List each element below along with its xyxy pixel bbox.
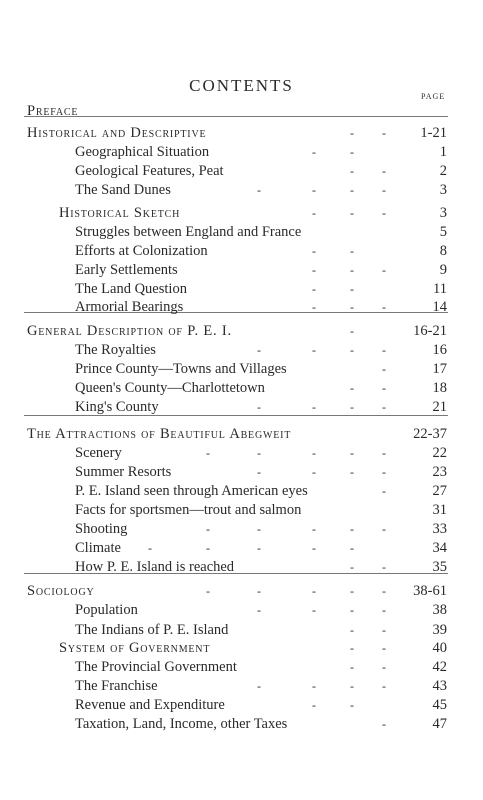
toc-entry-title: Historical Sketch bbox=[59, 205, 181, 221]
leader-dash: - bbox=[382, 164, 386, 178]
toc-entry bbox=[0, 203, 483, 223]
toc-page-number: 34 bbox=[432, 540, 447, 556]
leader-dash: - bbox=[382, 446, 386, 460]
toc-page-number: 22-37 bbox=[413, 426, 447, 442]
toc-entry bbox=[0, 279, 483, 299]
leader-dash: - bbox=[350, 465, 354, 479]
toc-page-number: 27 bbox=[432, 483, 447, 499]
leader-dash: - bbox=[257, 183, 261, 197]
leader-dash: - bbox=[350, 446, 354, 460]
leader-dash: - bbox=[350, 522, 354, 536]
leader-dash: - bbox=[382, 465, 386, 479]
leader-dash: - bbox=[312, 282, 316, 296]
toc-entry-title: System of Government bbox=[59, 640, 211, 656]
toc-entry-title: Taxation, Land, Income, other Taxes bbox=[75, 716, 288, 732]
leader-dash: - bbox=[350, 164, 354, 178]
leader-dash: - bbox=[382, 362, 386, 376]
toc-entry bbox=[0, 657, 483, 677]
toc-page-number: 35 bbox=[432, 559, 447, 575]
leader-dash: - bbox=[350, 145, 354, 159]
leader-dash: - bbox=[382, 603, 386, 617]
page-column-header: PAGE bbox=[421, 92, 446, 101]
leader-dash: - bbox=[257, 584, 261, 598]
toc-page-number: 42 bbox=[432, 659, 447, 675]
leader-dash: - bbox=[382, 300, 386, 314]
toc-page-number: 22 bbox=[432, 445, 447, 461]
leader-dash: - bbox=[312, 698, 316, 712]
leader-dash: - bbox=[312, 465, 316, 479]
toc-entry bbox=[0, 519, 483, 539]
leader-dash: - bbox=[350, 603, 354, 617]
leader-dash: - bbox=[350, 282, 354, 296]
leader-dash: - bbox=[206, 522, 210, 536]
toc-entry-title: Population bbox=[75, 602, 138, 618]
toc-entry bbox=[0, 241, 483, 261]
toc-entry-title: The Royalties bbox=[75, 342, 156, 358]
toc-entry-title: P. E. Island seen through American eyes bbox=[75, 483, 308, 499]
leader-dash: - bbox=[382, 679, 386, 693]
toc-page-number: 43 bbox=[432, 678, 447, 694]
leader-dash: - bbox=[382, 660, 386, 674]
toc-page-number: 14 bbox=[432, 299, 447, 315]
leader-dash: - bbox=[350, 584, 354, 598]
toc-entry bbox=[0, 443, 483, 463]
leader-dash: - bbox=[350, 679, 354, 693]
toc-entry-title: Queen's County—Charlottetown bbox=[75, 380, 265, 396]
leader-dash: - bbox=[257, 522, 261, 536]
toc-entry bbox=[0, 397, 483, 417]
leader-dash: - bbox=[312, 183, 316, 197]
toc-entry bbox=[0, 676, 483, 696]
toc-entry-title: Geographical Situation bbox=[75, 144, 210, 160]
toc-page-number: 3 bbox=[439, 182, 447, 198]
leader-dash: - bbox=[312, 584, 316, 598]
leader-dash: - bbox=[206, 541, 210, 555]
leader-dash: - bbox=[312, 522, 316, 536]
leader-dash: - bbox=[350, 641, 354, 655]
toc-page-number: 23 bbox=[432, 464, 447, 480]
leader-dash: - bbox=[382, 641, 386, 655]
toc-entry-title: Revenue and Expenditure bbox=[75, 697, 225, 713]
toc-page-number: 16-21 bbox=[413, 323, 447, 339]
toc-entry bbox=[0, 101, 483, 121]
toc-entry bbox=[0, 462, 483, 482]
toc-page-number: 5 bbox=[439, 224, 447, 240]
toc-entry bbox=[0, 538, 483, 558]
leader-dash: - bbox=[350, 126, 354, 140]
leader-dash: - bbox=[257, 679, 261, 693]
toc-entry-title: The Provincial Government bbox=[75, 659, 237, 675]
leader-dash: - bbox=[350, 698, 354, 712]
leader-dash: - bbox=[382, 623, 386, 637]
leader-dash: - bbox=[382, 560, 386, 574]
leader-dash: - bbox=[382, 126, 386, 140]
toc-page-number: 38 bbox=[432, 602, 447, 618]
contents-title: CONTENTS bbox=[189, 76, 294, 95]
toc-entry-title: Facts for sportsmen—trout and salmon bbox=[75, 502, 302, 518]
toc-entry-title: The Land Question bbox=[75, 281, 187, 297]
toc-entry-title: The Attractions of Beautiful Abegweit bbox=[27, 426, 292, 442]
leader-dash: - bbox=[350, 343, 354, 357]
toc-page-number: 17 bbox=[432, 361, 447, 377]
toc-page-number: 39 bbox=[432, 622, 447, 638]
toc-entry bbox=[0, 581, 483, 601]
leader-dash: - bbox=[382, 381, 386, 395]
leader-dash: - bbox=[382, 343, 386, 357]
leader-dash: - bbox=[312, 263, 316, 277]
leader-dash: - bbox=[350, 381, 354, 395]
leader-dash: - bbox=[350, 541, 354, 555]
toc-entry bbox=[0, 123, 483, 143]
toc-page-number: 16 bbox=[432, 342, 447, 358]
leader-dash: - bbox=[257, 465, 261, 479]
toc-entry bbox=[0, 340, 483, 360]
toc-entry-title: General Description of P. E. I. bbox=[27, 323, 232, 339]
leader-dash: - bbox=[350, 560, 354, 574]
leader-dash: - bbox=[312, 343, 316, 357]
toc-page-number: 11 bbox=[433, 281, 447, 297]
leader-dash: - bbox=[257, 343, 261, 357]
leader-dash: - bbox=[382, 584, 386, 598]
toc-entry-title: Struggles between England and France bbox=[75, 224, 302, 240]
leader-dash: - bbox=[350, 300, 354, 314]
toc-entry bbox=[0, 714, 483, 734]
toc-entry-title: The Indians of P. E. Island bbox=[75, 622, 229, 638]
leader-dash: - bbox=[257, 400, 261, 414]
toc-entry bbox=[0, 620, 483, 640]
toc-entry-title: How P. E. Island is reached bbox=[75, 559, 235, 575]
toc-page-number: 3 bbox=[439, 205, 447, 221]
leader-dash: - bbox=[312, 400, 316, 414]
toc-entry-title: Geological Features, Peat bbox=[75, 163, 224, 179]
toc-entry bbox=[0, 222, 483, 242]
toc-entry bbox=[0, 161, 483, 181]
toc-entry-title: The Franchise bbox=[75, 678, 158, 694]
toc-entry bbox=[0, 424, 483, 444]
toc-entry bbox=[0, 297, 483, 317]
toc-page-number: 33 bbox=[432, 521, 447, 537]
leader-dash: - bbox=[257, 446, 261, 460]
toc-page-number: 2 bbox=[439, 163, 447, 179]
toc-page-number: 18 bbox=[432, 380, 447, 396]
toc-entry bbox=[0, 500, 483, 520]
leader-dash: - bbox=[206, 446, 210, 460]
toc-entry bbox=[0, 378, 483, 398]
toc-entry bbox=[0, 481, 483, 501]
toc-page-number: 45 bbox=[432, 697, 447, 713]
toc-entry-title: Climate bbox=[75, 540, 121, 556]
leader-dash: - bbox=[350, 206, 354, 220]
toc-entry bbox=[0, 695, 483, 715]
toc-entry-title: Sociology bbox=[27, 583, 95, 599]
leader-dash: - bbox=[382, 183, 386, 197]
leader-dash: - bbox=[350, 660, 354, 674]
toc-entry bbox=[0, 321, 483, 341]
leader-dash: - bbox=[382, 206, 386, 220]
toc-entry-title: Armorial Bearings bbox=[75, 299, 184, 315]
toc-entry-title: Preface bbox=[27, 103, 79, 119]
toc-page-number: 21 bbox=[432, 399, 447, 415]
toc-entry-title: King's County bbox=[75, 399, 159, 415]
leader-dash: - bbox=[312, 300, 316, 314]
leader-dash: - bbox=[312, 446, 316, 460]
toc-entry-title: Shooting bbox=[75, 521, 128, 537]
leader-dash: - bbox=[206, 584, 210, 598]
leader-dash: - bbox=[382, 400, 386, 414]
toc-page-number: 9 bbox=[439, 262, 447, 278]
leader-dash: - bbox=[312, 603, 316, 617]
toc-page-number: 31 bbox=[432, 502, 447, 518]
leader-dash: - bbox=[350, 183, 354, 197]
leader-dash: - bbox=[257, 603, 261, 617]
toc-page-number: 8 bbox=[439, 243, 447, 259]
leader-dash: - bbox=[382, 263, 386, 277]
toc-entry bbox=[0, 359, 483, 379]
leader-dash: - bbox=[350, 324, 354, 338]
leader-dash: - bbox=[148, 541, 152, 555]
toc-entry bbox=[0, 557, 483, 577]
leader-dash: - bbox=[312, 541, 316, 555]
toc-entry-title: Prince County—Towns and Villages bbox=[75, 361, 287, 377]
leader-dash: - bbox=[382, 484, 386, 498]
leader-dash: - bbox=[350, 263, 354, 277]
leader-dash: - bbox=[350, 623, 354, 637]
toc-entry bbox=[0, 180, 483, 200]
toc-entry-title: Historical and Descriptive bbox=[27, 125, 207, 141]
toc-page-number: 40 bbox=[432, 640, 447, 656]
toc-page-number: 1 bbox=[439, 144, 447, 160]
toc-entry bbox=[0, 142, 483, 162]
toc-entry-title: Summer Resorts bbox=[75, 464, 172, 480]
leader-dash: - bbox=[257, 541, 261, 555]
leader-dash: - bbox=[350, 244, 354, 258]
leader-dash: - bbox=[312, 206, 316, 220]
toc-page-number: 1-21 bbox=[420, 125, 447, 141]
leader-dash: - bbox=[382, 522, 386, 536]
toc-entry bbox=[0, 600, 483, 620]
toc-page-number: 47 bbox=[432, 716, 447, 732]
leader-dash: - bbox=[312, 145, 316, 159]
leader-dash: - bbox=[382, 717, 386, 731]
toc-entry-title: Early Settlements bbox=[75, 262, 178, 278]
leader-dash: - bbox=[312, 244, 316, 258]
toc-entry bbox=[0, 638, 483, 658]
toc-entry bbox=[0, 260, 483, 280]
leader-dash: - bbox=[350, 400, 354, 414]
toc-page-number: 38-61 bbox=[413, 583, 447, 599]
toc-entry-title: Scenery bbox=[75, 445, 122, 461]
toc-entry-title: The Sand Dunes bbox=[75, 182, 171, 198]
leader-dash: - bbox=[312, 679, 316, 693]
toc-entry-title: Efforts at Colonization bbox=[75, 243, 208, 259]
